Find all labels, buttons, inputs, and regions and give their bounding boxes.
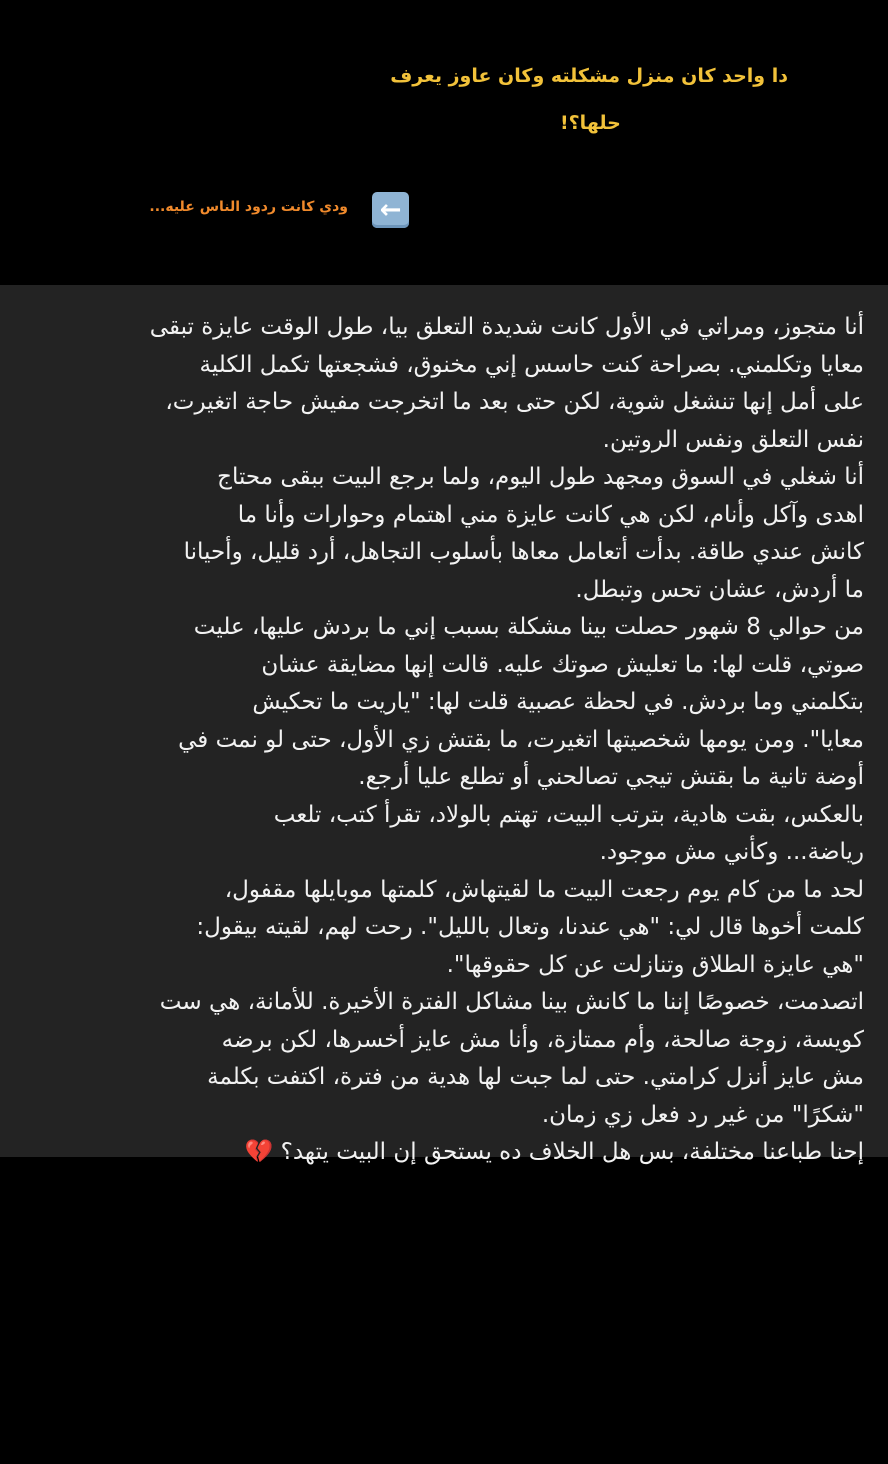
post-line-text: لحد ما من كام يوم رجعت البيت ما لقيتهاش، كلمتها موبايلها مقفول، <box>224 876 864 903</box>
post-line-text: اهدى وآكل وأنام، لكن هي كانت عايزة مني اهتمام وحوارات وأنا ما <box>237 501 864 528</box>
post-line <box>14 1134 864 1172</box>
post-line-text: "شكرًا" من غير رد فعل زي زمان. <box>541 1101 864 1128</box>
post-body <box>14 309 864 1172</box>
post-line <box>14 497 864 535</box>
post-line-text: رياضة... وكأني مش موجود. <box>599 839 864 865</box>
post-line-text: كلمت أخوها قال لي: "هي عندنا، وتعال بالليل". رحت لهم، لقيته بيقول: <box>196 914 864 940</box>
post-line-text: بتكلمني وما بردش. في لحظة عصبية قلت لها: "ياريت ما تحكيش <box>252 689 864 715</box>
post-line <box>14 722 864 760</box>
subtitle: ودي كانت ردود الناس عليه... <box>149 199 348 215</box>
post-line-text: معايا". ومن يومها شخصيتها اتغيرت، ما بقتش زي الأول، حتى لو نمت في <box>178 726 864 753</box>
post-line-text: صوتي، قلت لها: ما تعليش صوتك عليه. قالت إنها مضايقة عشان <box>261 651 864 678</box>
post-line <box>14 797 864 835</box>
post-line <box>14 1097 864 1135</box>
post-line <box>14 609 864 647</box>
post-line-text: نفس التعلق ونفس الروتين. <box>602 426 864 453</box>
post-line-text: أنا متجوز، ومراتي في الأول كانت شديدة التعلق بيا، طول الوقت عايزة تبقى <box>149 314 864 340</box>
post-text-panel <box>0 285 888 1165</box>
post-line <box>14 947 864 985</box>
post-line <box>14 872 864 910</box>
post-line-text: ما أردش، عشان تحس وتبطل. <box>575 576 864 603</box>
post-line-text: مش عايز أنزل كرامتي. حتى لما جبت لها هدية من فترة، اكتفت بكلمة <box>207 1064 864 1090</box>
post-line <box>14 309 864 347</box>
post-line <box>14 1059 864 1097</box>
post-line <box>14 834 864 872</box>
post-line <box>14 347 864 385</box>
post-line <box>14 534 864 572</box>
post-line-text: أوضة تانية ما بقتش تيجي تصالحني أو تطلع عليا أرجع. <box>358 764 864 790</box>
post-line <box>14 459 864 497</box>
post-line-text: كويسة، زوجة صالحة، وأم ممتازة، وأنا مش عايز أخسرها، لكن برضه <box>221 1026 864 1053</box>
post-line <box>14 759 864 797</box>
post-line <box>14 647 864 685</box>
post-line-text: اتصدمت، خصوصًا إننا ما كانش بينا مشاكل الفترة الأخيرة. للأمانة، هي ست <box>159 989 864 1015</box>
post-line <box>14 422 864 460</box>
post-line-text: على أمل إنها تنشغل شوية، لكن حتى بعد ما اتخرجت مفيش حاجة اتغيرت، <box>165 389 864 415</box>
post-title-line2: حلها؟! <box>560 112 621 134</box>
post-line-text: بالعكس، بقت هادية، بترتب البيت، تهتم بالولاد، تقرأ كتب، تلعب <box>273 801 864 828</box>
post-line-text: أنا شغلي في السوق ومجهد طول اليوم، ولما برجع البيت ببقى محتاج <box>217 464 864 490</box>
post-line <box>14 572 864 610</box>
post-line-text: "هي عايزة الطلاق وتنازلت عن كل حقوقها". <box>446 951 864 978</box>
post-line <box>14 684 864 722</box>
post-title: دا واحد كان منزل مشكلته وكان عاوز يعرف <box>390 65 788 87</box>
post-line-text: كانش عندي طاقة. بدأت أتعامل معاها بأسلوب التجاهل، أرد قليل، وأحيانا <box>183 539 864 565</box>
left-arrow-icon: ← <box>372 192 409 228</box>
post-line-text: إحنا طباعنا مختلفة، بس هل الخلاف ده يستحق إن البيت يتهد؟ <box>280 1139 864 1165</box>
post-line <box>14 1022 864 1060</box>
post-line <box>14 984 864 1022</box>
broken-heart-icon: 💔 <box>244 1139 274 1165</box>
post-line-text: معايا وتكلمني. بصراحة كنت حاسس إني مخنوق، فشجعتها تكمل الكلية <box>199 351 864 378</box>
post-line <box>14 909 864 947</box>
post-line <box>14 384 864 422</box>
post-line-text: من حوالي 8 شهور حصلت بينا مشكلة بسبب إني ما بردش عليها، عليت <box>193 614 864 640</box>
